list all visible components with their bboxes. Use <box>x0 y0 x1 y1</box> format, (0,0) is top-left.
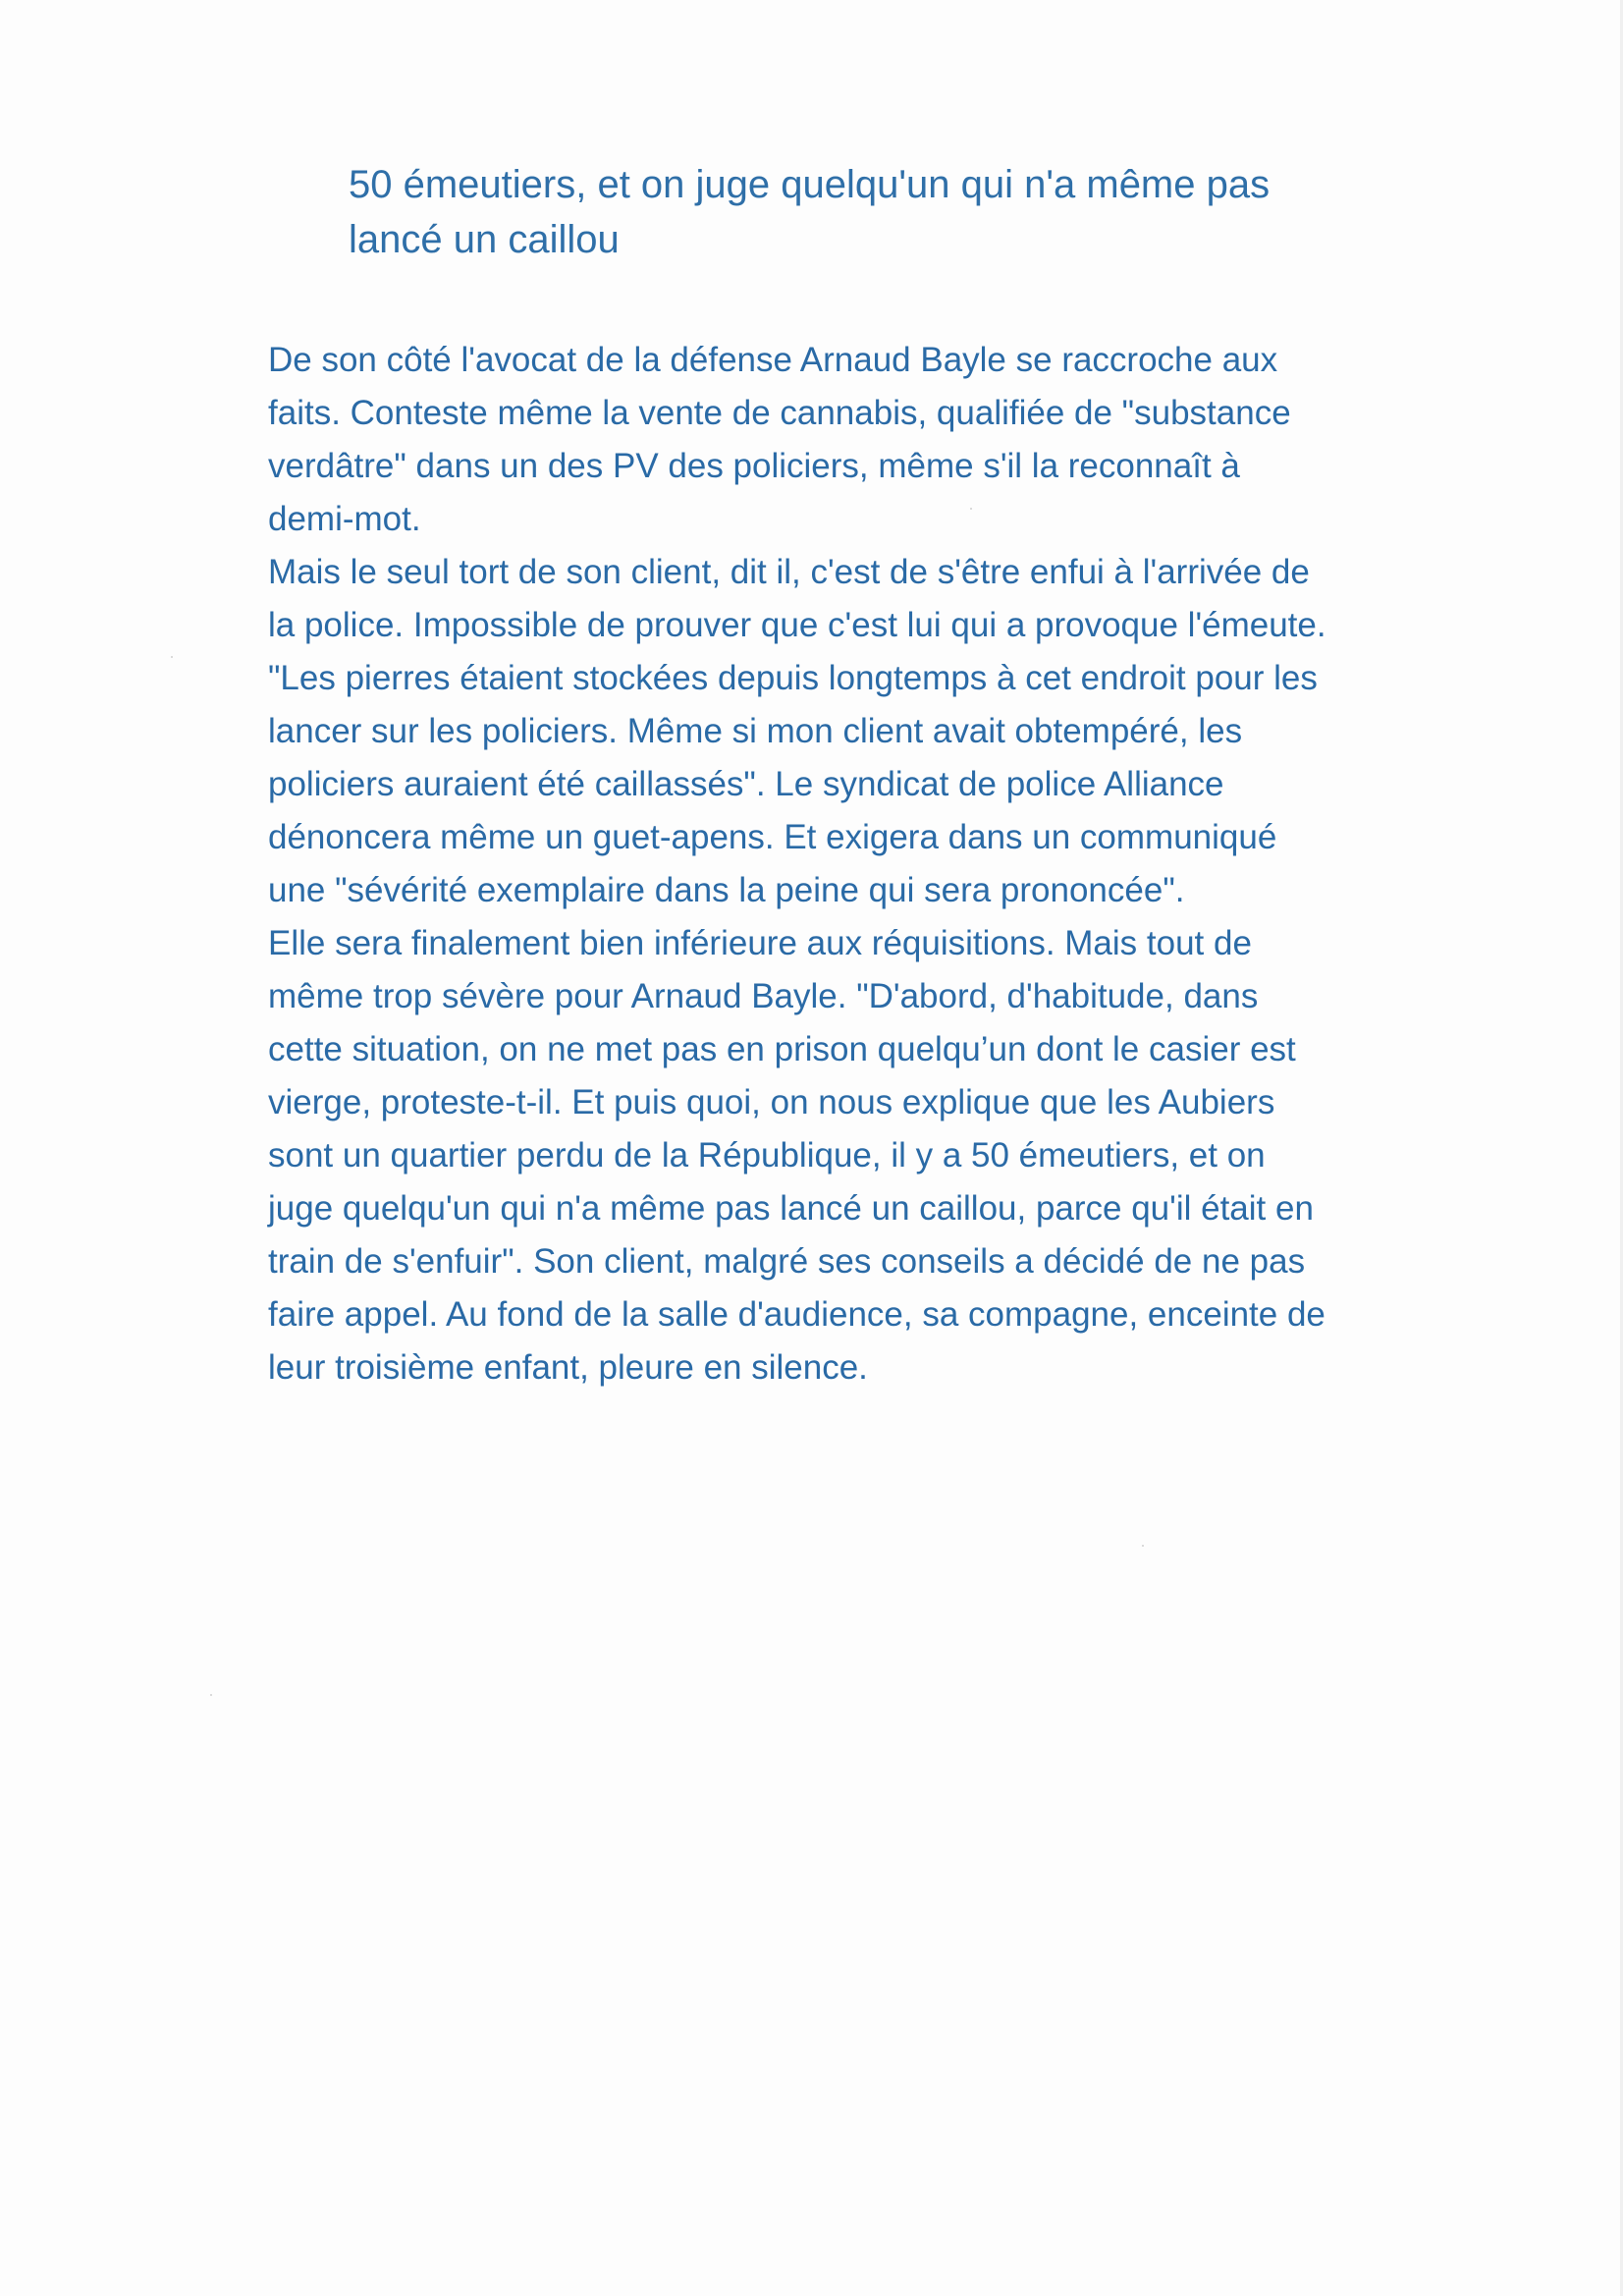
scan-speck <box>1142 1545 1144 1547</box>
scan-speck <box>210 1694 212 1696</box>
article-headline: 50 émeutiers, et on juge quelqu'un qui n'a même pas lancé un caillou <box>349 163 1271 261</box>
article-body <box>268 334 1328 1394</box>
paragraph-client-fled: Mais le seul tort de son client, dit il, c'est de s'être enfui à l'arrivée de la police. Impossible de prouver que c'est lui qui a provoque l'émeute. "Les pierres étaient stockées depuis longtemps à cet endroit pour les lancer sur les policiers. Même si mon client avait obtempéré, les policiers auraient été caillassés". Le syndicat de police Alliance dénoncera même un guet-apens. Et exigera dans un communiqué une "sévérité exemplaire dans la peine qui sera prononcée". <box>268 553 1326 909</box>
scan-speck <box>970 508 972 510</box>
scan-speck <box>171 656 173 658</box>
paragraph-sentence: Elle sera finalement bien inférieure aux réquisitions. Mais tout de même trop sévère pour Arnaud Bayle. "D'abord, d'habitude, dans cette situation, on ne met pas en prison quelqu’un dont le casier est vierge, proteste-t-il. Et puis quoi, on nous explique que les Aubiers sont un quartier perdu de la République, il y a 50 émeutiers, et on juge quelqu'un qui n'a même pas lancé un caillou, parce qu'il était en train de s'enfuir". Son client, malgré ses conseils a décidé de ne pas faire appel. Au fond de la salle d'audience, sa compagne, enceinte de leur troisième enfant, pleure en silence. <box>268 924 1325 1387</box>
paragraph-defense-lawyer: De son côté l'avocat de la défense Arnaud Bayle se raccroche aux faits. Conteste même la vente de cannabis, qualifiée de "substance verdâtre" dans un des PV des policiers, même s'il la reconnaît à demi-mot. <box>268 341 1291 538</box>
